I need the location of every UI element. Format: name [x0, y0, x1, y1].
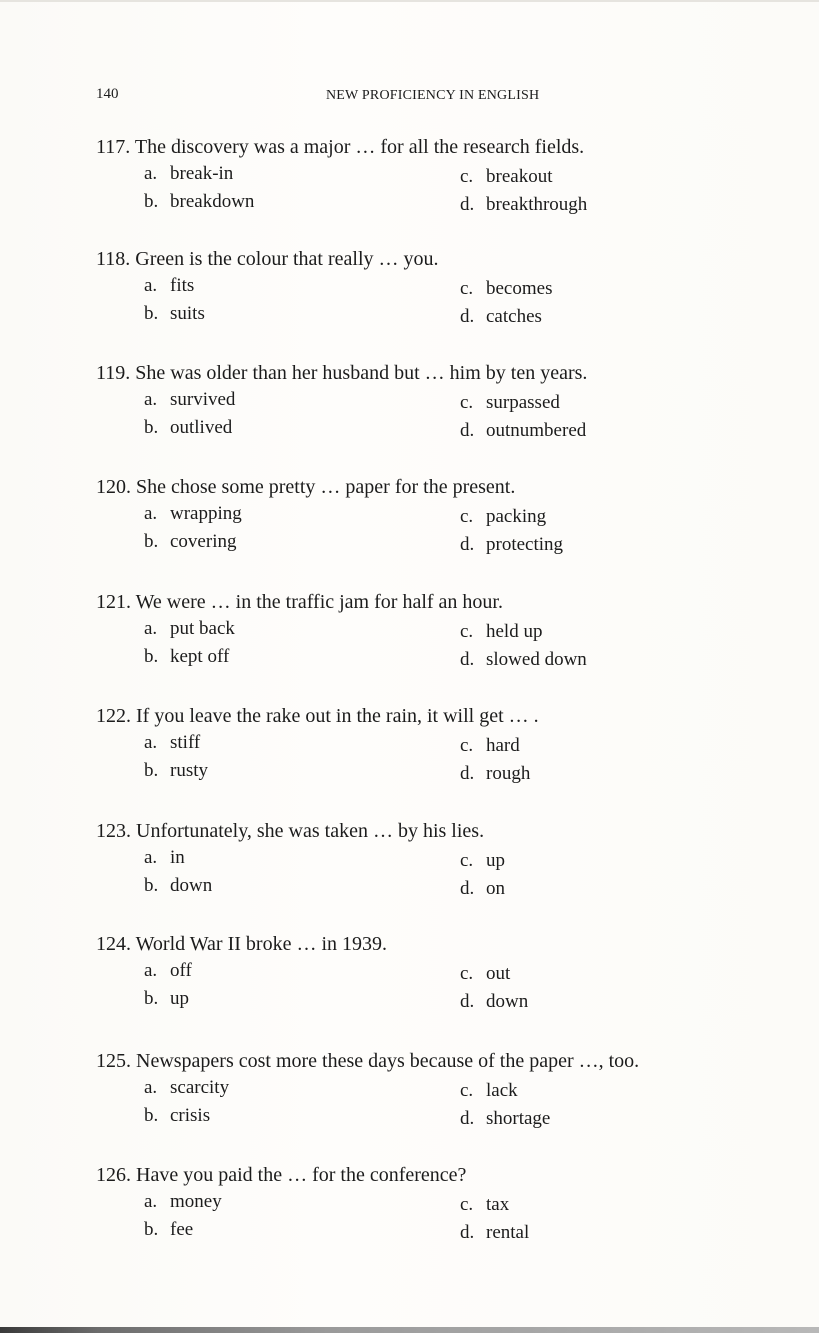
- option-a: a. stiff: [144, 732, 201, 753]
- option-c: c. held up: [460, 621, 543, 642]
- question-text: She was older than her husband but … him by ten years.: [135, 362, 588, 384]
- option-b: b. outlived: [144, 417, 233, 438]
- question-stem: [96, 473, 776, 501]
- running-head: NEW PROFICIENCY IN ENGLISH: [326, 88, 540, 103]
- answer-options: [96, 616, 776, 676]
- question-122: [96, 702, 776, 790]
- question-120: [96, 473, 776, 561]
- question-stem: [96, 588, 776, 616]
- option-d: d. breakthrough: [460, 194, 588, 215]
- option-a: a. survived: [144, 389, 236, 410]
- question-stem: [96, 1161, 776, 1189]
- option-a: a. break-in: [144, 163, 234, 184]
- option-d: d. shortage: [460, 1108, 551, 1129]
- question-126: [96, 1161, 776, 1249]
- question-text: Have you paid the … for the conference?: [136, 1164, 467, 1186]
- answer-options: [96, 273, 776, 333]
- question-text: Unfortunately, she was taken … by his lies.: [136, 820, 485, 842]
- option-a: a. fits: [144, 275, 195, 296]
- question-number: 124.: [96, 933, 131, 955]
- option-b: b. kept off: [144, 646, 230, 667]
- question-text: World War II broke … in 1939.: [135, 933, 387, 955]
- question-stem: [96, 133, 776, 161]
- question-stem: [96, 359, 776, 387]
- question-number: 117.: [96, 136, 131, 158]
- option-d: d. catches: [460, 306, 542, 327]
- question-number: 120.: [96, 476, 131, 498]
- question-text: The discovery was a major … for all the research fields.: [134, 136, 585, 158]
- answer-options: [96, 501, 776, 561]
- bottom-edge-shadow: [0, 1327, 819, 1333]
- question-stem: [96, 930, 776, 958]
- answer-options: [96, 845, 776, 905]
- question-number: 119.: [96, 362, 131, 384]
- option-b: b. suits: [144, 303, 205, 324]
- question-119: [96, 359, 776, 447]
- option-b: b. up: [144, 988, 189, 1009]
- option-b: b. crisis: [144, 1105, 211, 1126]
- question-text: Green is the colour that really … you.: [135, 248, 439, 270]
- option-c: c. up: [460, 850, 505, 871]
- question-stem: [96, 702, 776, 730]
- question-text: Newspapers cost more these days because of the paper …, too.: [136, 1050, 640, 1072]
- option-a: a. off: [144, 960, 192, 981]
- option-c: c. breakout: [460, 166, 553, 187]
- question-stem: [96, 817, 776, 845]
- answer-options: [96, 1189, 776, 1249]
- option-c: c. out: [460, 963, 511, 984]
- option-c: c. tax: [460, 1194, 510, 1215]
- question-number: 125.: [96, 1050, 131, 1072]
- option-a: a. in: [144, 847, 185, 868]
- option-c: c. becomes: [460, 278, 553, 299]
- option-b: b. breakdown: [144, 191, 255, 212]
- question-124: [96, 930, 776, 1018]
- page-number: 140: [96, 86, 119, 102]
- question-118: [96, 245, 776, 333]
- answer-options: [96, 730, 776, 790]
- option-c: c. packing: [460, 506, 547, 527]
- option-d: d. down: [460, 991, 529, 1012]
- option-c: c. lack: [460, 1080, 518, 1101]
- top-edge: [0, 0, 819, 2]
- option-d: d. slowed down: [460, 649, 587, 670]
- question-number: 121.: [96, 591, 131, 613]
- answer-options: [96, 958, 776, 1018]
- option-d: d. outnumbered: [460, 420, 587, 441]
- question-number: 122.: [96, 705, 131, 727]
- question-125: [96, 1047, 776, 1135]
- option-b: b. covering: [144, 531, 237, 552]
- option-d: d. rental: [460, 1222, 530, 1243]
- option-d: d. on: [460, 878, 505, 899]
- option-a: a. wrapping: [144, 503, 242, 524]
- question-123: [96, 817, 776, 905]
- question-number: 123.: [96, 820, 131, 842]
- question-number: 126.: [96, 1164, 131, 1186]
- question-number: 118.: [96, 248, 131, 270]
- answer-options: [96, 161, 776, 221]
- answer-options: [96, 387, 776, 447]
- option-c: c. hard: [460, 735, 520, 756]
- question-text: She chose some pretty … paper for the present.: [136, 476, 516, 498]
- answer-options: [96, 1075, 776, 1135]
- question-121: [96, 588, 776, 676]
- option-b: b. rusty: [144, 760, 208, 781]
- option-a: a. scarcity: [144, 1077, 230, 1098]
- option-a: a. put back: [144, 618, 235, 639]
- option-b: b. down: [144, 875, 213, 896]
- question-117: [96, 133, 776, 221]
- question-text: If you leave the rake out in the rain, it will get … .: [136, 705, 539, 727]
- question-text: We were … in the traffic jam for half an hour.: [135, 591, 503, 613]
- option-d: d. rough: [460, 763, 531, 784]
- question-stem: [96, 245, 776, 273]
- option-c: c. surpassed: [460, 392, 560, 413]
- page-header: [96, 86, 696, 110]
- option-b: b. fee: [144, 1219, 194, 1240]
- option-a: a. money: [144, 1191, 222, 1212]
- question-stem: [96, 1047, 776, 1075]
- option-d: d. protecting: [460, 534, 564, 555]
